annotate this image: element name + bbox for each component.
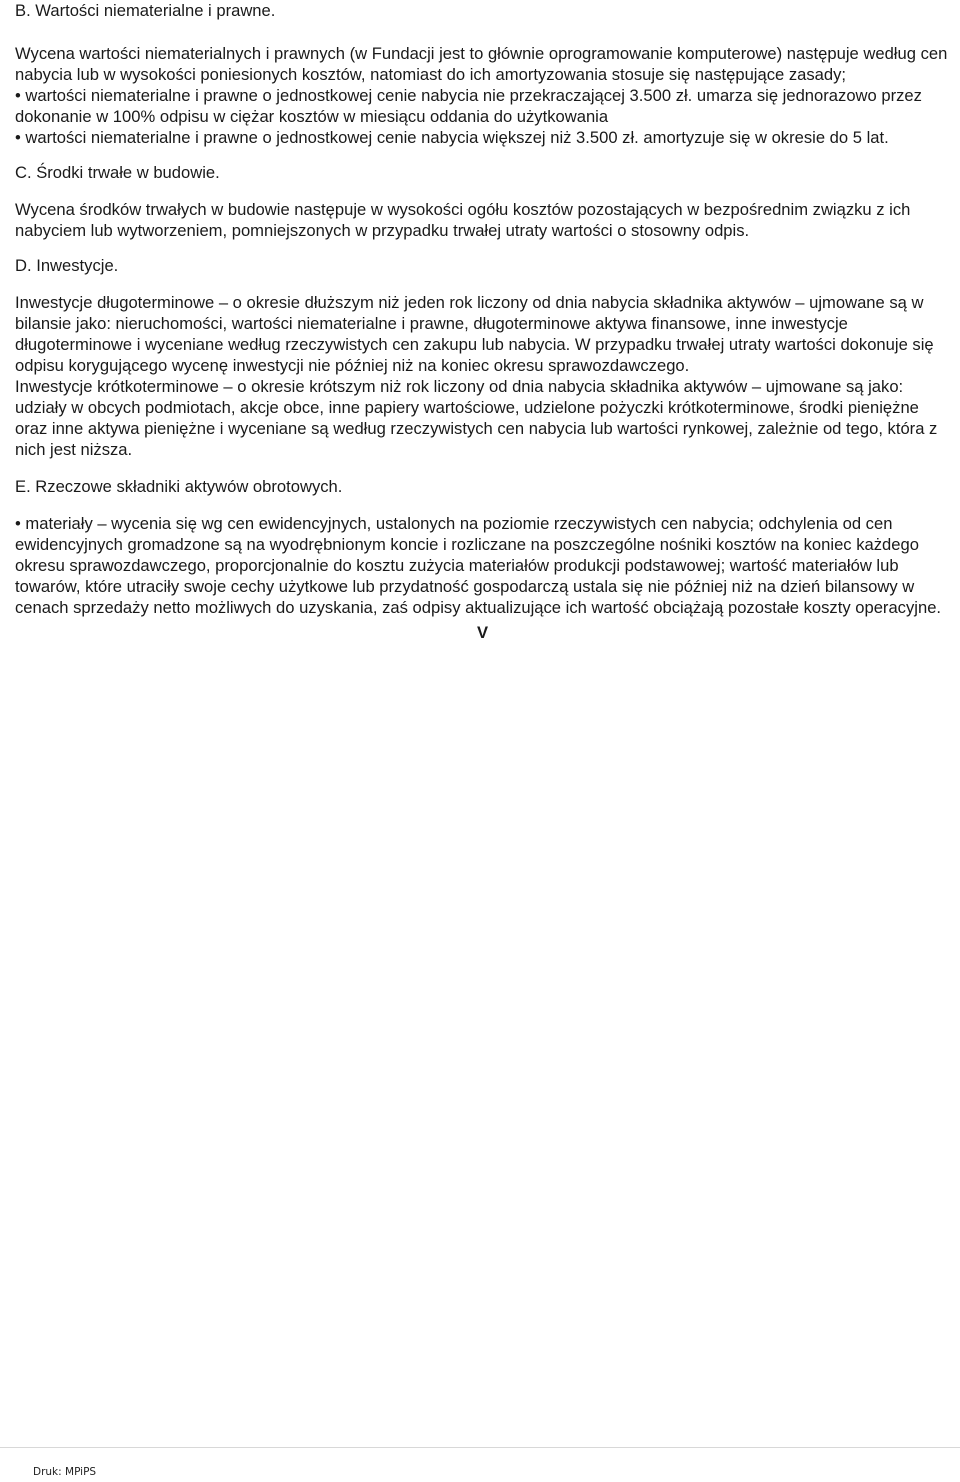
section-b-bullet-1: • wartości niematerialne i prawne o jednostkowej cenie nabycia nie przekraczającej 3.500 zł. umarza się jednorazowo przez dokonanie w 100% odpisu w ciężar kosztów w miesiącu oddania do użytkowania (15, 86, 922, 126)
section-d-paragraph-1: Inwestycje długoterminowe – o okresie dłuższym niż jeden rok liczony od dnia nabycia składnika aktywów – ujmowane są w bilansie jako: nieruchomości, wartości niematerialne i prawne, długoterminowe aktywa finansowe, inne inwestycje długoterminowe i wyceniane według rzeczywistych cen zakupu lub nabycia. W przypadku trwałej utraty wartości dokonuje się odpisu korygującego wycenę inwestycji nie później niż na koniec okresu sprawozdawczego. (15, 293, 934, 375)
section-b-paragraph: Wycena wartości niematerialnych i prawnych (w Fundacji jest to głównie oprogramowanie komputerowe) następuje według cen nabycia lub w wysokości poniesionych kosztów, natomiast do ich amortyzowania stosuje się następujące zasady; (15, 44, 948, 84)
section-c-heading: C. Środki trwałe w budowie. (15, 163, 220, 182)
section-e-heading: E. Rzeczowe składniki aktywów obrotowych. (15, 477, 343, 496)
section-e-bullet-1: • materiały – wycenia się wg cen ewidencyjnych, ustalonych na poziomie rzeczywistych cen nabycia; odchylenia od cen ewidencyjnych gromadzone są na wyodrębnionym koncie i rozliczane na poszczególne nośniki kosztów na koniec każdego okresu sprawozdawczego, proporcjonalnie do kosztu zużycia materiałów produkcji podstawowej; wartość materiałów lub towarów, które utraciły swoje cechy użytkowe lub przydatność gospodarczą ustala się nie później niż na dzień bilansowy w cenach sprzedaży netto możliwych do uzyskania, zaś odpisy aktualizujące ich wartość obciążają pozostałe koszty operacyjne. (15, 514, 942, 617)
section-d-paragraph-2: Inwestycje krótkoterminowe – o okresie krótszym niż rok liczony od dnia nabycia składnika aktywów – ujmowane są jako: udziały w obcych podmiotach, akcje obce, inne papiery wartościowe, udzielone pożyczki krótkoterminowe, środki pieniężne oraz inne aktywa pieniężne i wyceniane są według rzeczywistych cen nabycia lub wartości rynkowej, zależnie od tego, która z nich jest niższa. (15, 377, 938, 459)
footer-divider (0, 1447, 960, 1448)
footer-print-label: Druk: MPiPS (33, 1466, 97, 1478)
document-page (15, 0, 950, 660)
page-marker: V (476, 623, 489, 642)
section-b-bullet-2: • wartości niematerialne i prawne o jednostkowej cenie nabycia większej niż 3.500 zł. amortyzuje się w okresie do 5 lat. (15, 128, 889, 147)
section-d-heading: D. Inwestycje. (15, 256, 119, 275)
section-b-heading: B. Wartości niematerialne i prawne. (15, 1, 276, 20)
section-c-paragraph: Wycena środków trwałych w budowie następuje w wysokości ogółu kosztów pozostających w bezpośrednim związku z ich nabyciem lub wytworzeniem, pomniejszonych w przypadku trwałej utraty wartości o stosowny odpis. (15, 200, 911, 240)
